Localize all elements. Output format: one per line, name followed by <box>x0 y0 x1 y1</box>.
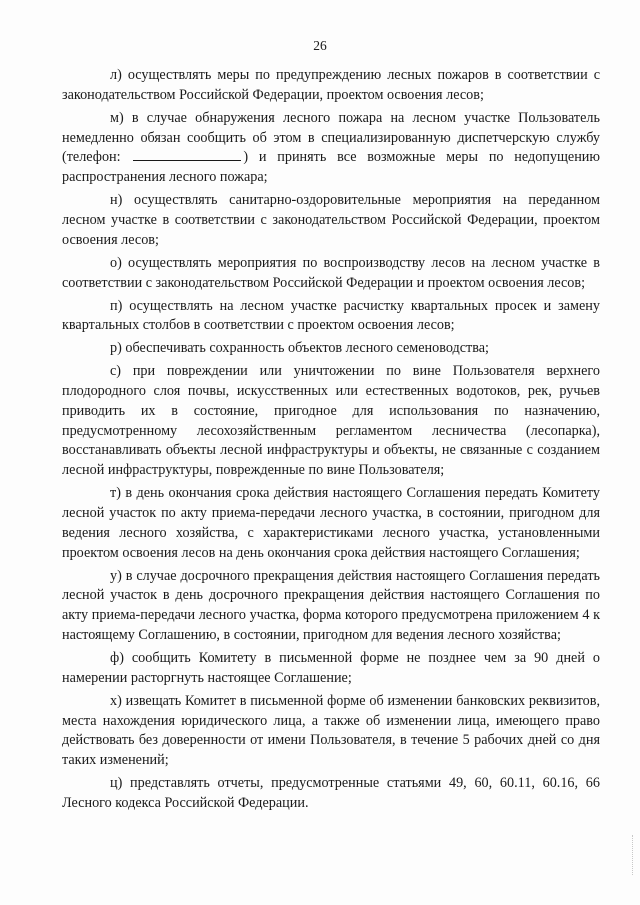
document-body <box>62 66 600 817</box>
paragraph-r: р) обеспечивать сохранность объектов лесного семеноводства; <box>110 340 489 357</box>
paragraph-s: с) при повреждении или уничтожении по вине Пользователя верхнего плодородного слоя почвы, искусственных или естественных водотоков, рек, ручьев приводить их в состояние, пригодное для использования по назначению, предусмотренному лесохозяйственным регламентом лесничества (лесопарка), восстанавливать объекты лесной инфраструктуры и объекты, не связанные с созданием лесной инфраструктуры, поврежденные по вине Пользователя; <box>62 363 600 479</box>
paragraph-o: о) осуществлять мероприятия по воспроизводству лесов на лесном участке в соответствии с законодательством Российской Федерации и проектом освоения лесов; <box>62 254 600 291</box>
paragraph-p: п) осуществлять на лесном участке расчистку квартальных просек и замену квартальных столбов в соответствии с проектом освоения лесов; <box>62 297 600 334</box>
paragraph-m <box>62 109 600 188</box>
paragraph-f: ф) сообщить Комитету в письменной форме не позднее чем за 90 дней о намерении расторгнуть настоящее Соглашение; <box>62 650 600 686</box>
paragraph-t: т) в день окончания срока действия настоящего Соглашения передать Комитету лесной участок по акту приема-передачи лесного участка, в состоянии, пригодном для ведения лесного хозяйства, с характеристиками лесного участка, установленными проектом освоения лесов на день окончания срока действия настоящего Соглашения; <box>62 485 600 561</box>
phone-blank-field <box>133 148 241 161</box>
paragraph-n: н) осуществлять санитарно-оздоровительные мероприятия на переданном лесном участке в соответствии с законодательством Российской Федерации, проектом освоения лесов; <box>62 192 600 248</box>
paragraph-kh: х) извещать Комитет в письменной форме об изменении банковских реквизитов, места нахождения юридического лица, а также об изменении лица, имеющего право действовать без доверенности от имени Пользователя, в течение 5 рабочих дней со дня таких изменений; <box>62 692 600 769</box>
paragraph-m-text-end: ) и принять все возможные меры по недопущению распространения лесного пожара; <box>62 149 601 186</box>
scan-edge-mark <box>632 835 634 875</box>
paragraph-m-text-start: м) в случае обнаружения лесного пожара на лесном участке Пользователь немедленно обязан сообщить об этом в специализированную диспетчерскую службу (телефон: <box>62 109 600 166</box>
paragraph-u: у) в случае досрочного прекращения действия настоящего Соглашения передать лесной участок в день досрочного прекращения действия настоящего Соглашения по акту приема-передачи лесного участка, форма которого предусмотрена приложением 4 к настоящему Соглашению, в состоянии, пригодном для ведения лесного хозяйства; <box>62 567 600 644</box>
paragraph-ts: ц) представлять отчеты, предусмотренные статьями 49, 60, 60.11, 60.16, 66 Лесного кодекса Российской Федерации. <box>62 775 600 811</box>
paragraph-l: л) осуществлять меры по предупреждению лесных пожаров в соответствии с законодательством Российской Федерации, проектом освоения лесов; <box>62 67 600 103</box>
page-number: 26 <box>313 38 327 53</box>
